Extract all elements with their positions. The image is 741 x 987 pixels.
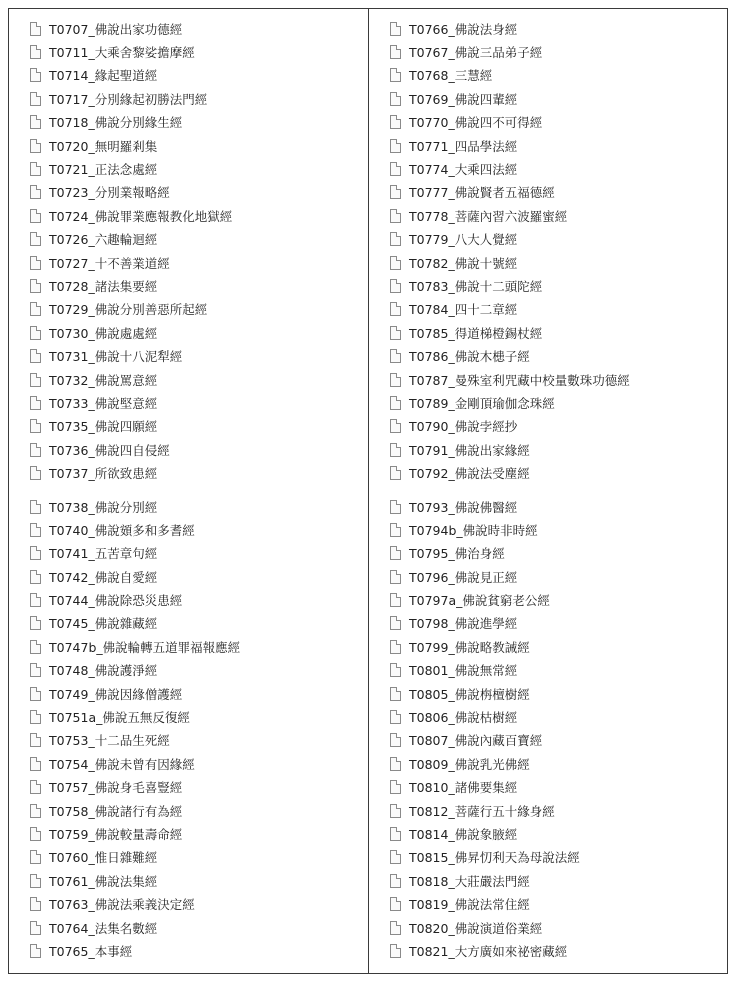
file-item[interactable]	[390, 939, 630, 962]
file-item[interactable]	[390, 228, 630, 251]
document-file-icon	[390, 139, 401, 153]
document-file-icon	[30, 326, 41, 340]
document-file-icon	[390, 232, 401, 246]
file-name: T0793_佛說佛醫經	[409, 499, 518, 515]
file-name: T0711_大乘舍黎娑擔摩經	[49, 45, 195, 61]
document-file-icon	[30, 921, 41, 935]
file-item[interactable]	[390, 298, 630, 321]
file-name: T0735_佛說四願經	[49, 419, 158, 435]
file-item[interactable]	[30, 939, 240, 962]
file-item[interactable]	[390, 822, 630, 845]
file-item[interactable]	[390, 391, 630, 414]
file-name: T0754_佛說未曾有因緣經	[49, 756, 195, 772]
file-item[interactable]	[390, 87, 630, 110]
file-item[interactable]	[30, 869, 240, 892]
file-item[interactable]	[30, 274, 240, 297]
file-item[interactable]	[30, 40, 240, 63]
document-file-icon	[390, 68, 401, 82]
file-item[interactable]	[30, 251, 240, 274]
document-file-icon	[390, 500, 401, 514]
file-name: T0774_大乘四法經	[409, 162, 518, 178]
document-file-icon	[30, 302, 41, 316]
file-item[interactable]	[30, 87, 240, 110]
document-file-icon	[30, 500, 41, 514]
file-name: T0751a_佛說五無反復經	[49, 710, 190, 726]
file-name: T0786_佛說木槵子經	[409, 349, 530, 365]
document-file-icon	[390, 663, 401, 677]
file-item[interactable]	[390, 542, 630, 565]
document-file-icon	[390, 804, 401, 818]
file-item[interactable]	[30, 542, 240, 565]
file-name: T0801_佛說無常經	[409, 663, 518, 679]
document-file-icon	[30, 232, 41, 246]
file-item[interactable]	[30, 729, 240, 752]
file-item[interactable]	[30, 612, 240, 635]
file-name: T0745_佛說雜藏經	[49, 616, 158, 632]
document-file-icon	[30, 640, 41, 654]
file-item[interactable]	[390, 368, 630, 391]
document-file-icon	[30, 45, 41, 59]
document-file-icon	[390, 780, 401, 794]
document-file-icon	[390, 185, 401, 199]
file-item[interactable]	[30, 659, 240, 682]
file-name: T0714_緣起聖道經	[49, 68, 158, 84]
file-group-left-1	[30, 17, 240, 485]
document-file-icon	[390, 944, 401, 958]
file-item[interactable]	[390, 799, 630, 822]
document-file-icon	[390, 92, 401, 106]
file-name: T0799_佛說略教誡經	[409, 639, 530, 655]
file-name: T0758_佛說諸行有為經	[49, 803, 183, 819]
file-item[interactable]	[30, 368, 240, 391]
file-name: T0818_大莊嚴法門經	[409, 873, 530, 889]
file-name: T0726_六趣輪迴經	[49, 232, 158, 248]
file-item[interactable]	[390, 40, 630, 63]
document-file-icon	[390, 874, 401, 888]
file-name: T0798_佛說進學經	[409, 616, 518, 632]
file-item[interactable]	[30, 344, 240, 367]
document-file-icon	[390, 733, 401, 747]
file-name: T0820_佛說演道俗業經	[409, 920, 543, 936]
file-name: T0724_佛說罪業應報教化地獄經	[49, 208, 233, 224]
file-item[interactable]	[30, 461, 240, 484]
document-file-icon	[390, 443, 401, 457]
file-item[interactable]	[30, 64, 240, 87]
document-file-icon	[30, 419, 41, 433]
file-name: T0770_佛說四不可得經	[409, 115, 543, 131]
document-file-icon	[30, 373, 41, 387]
file-item[interactable]	[390, 682, 630, 705]
file-name: T0741_五苦章句經	[49, 546, 158, 562]
file-name: T0740_佛說頞多和多耆經	[49, 522, 195, 538]
file-name: T0761_佛說法集經	[49, 873, 158, 889]
file-name: T0771_四品學法經	[409, 138, 518, 154]
file-item[interactable]	[390, 157, 630, 180]
document-file-icon	[30, 757, 41, 771]
document-file-icon	[30, 279, 41, 293]
file-name: T0778_菩薩內習六波羅蜜經	[409, 208, 568, 224]
file-item[interactable]	[390, 659, 630, 682]
file-item[interactable]	[390, 612, 630, 635]
file-item[interactable]	[390, 438, 630, 461]
file-group-left-2	[30, 495, 240, 963]
document-file-icon	[390, 687, 401, 701]
file-item[interactable]	[30, 391, 240, 414]
file-item[interactable]	[30, 799, 240, 822]
file-item[interactable]	[390, 729, 630, 752]
file-name: T0728_諸法集要經	[49, 278, 158, 294]
file-name: T0779_八大人覺經	[409, 232, 518, 248]
document-file-icon	[30, 92, 41, 106]
file-name: T0763_佛說法乘義決定經	[49, 897, 195, 913]
document-file-icon	[390, 897, 401, 911]
file-item[interactable]	[390, 869, 630, 892]
file-name: T0738_佛說分別經	[49, 499, 158, 515]
document-file-icon	[390, 162, 401, 176]
file-name: T0723_分別業報略經	[49, 185, 170, 201]
file-item[interactable]	[390, 134, 630, 157]
document-file-icon	[30, 443, 41, 457]
document-file-icon	[390, 593, 401, 607]
file-item[interactable]	[30, 518, 240, 541]
file-item[interactable]	[390, 321, 630, 344]
document-file-icon	[390, 396, 401, 410]
file-name: T0783_佛說十二頭陀經	[409, 278, 543, 294]
file-item[interactable]	[30, 495, 240, 518]
file-item[interactable]	[390, 705, 630, 728]
file-name: T0759_佛說較量壽命經	[49, 826, 183, 842]
document-file-icon	[30, 22, 41, 36]
document-file-icon	[390, 616, 401, 630]
file-name: T0764_法集名數經	[49, 920, 158, 936]
document-file-icon	[30, 162, 41, 176]
file-name: T0787_曼殊室利咒藏中校量數珠功德經	[409, 372, 630, 388]
document-file-icon	[30, 68, 41, 82]
file-name: T0790_佛說孛經抄	[409, 419, 518, 435]
file-name: T0794b_佛說時非時經	[409, 522, 538, 538]
file-item[interactable]	[30, 916, 240, 939]
file-item[interactable]	[390, 274, 630, 297]
file-item[interactable]	[390, 846, 630, 869]
file-item[interactable]	[30, 438, 240, 461]
file-name: T0789_金剛頂瑜伽念珠經	[409, 395, 555, 411]
file-item[interactable]	[390, 518, 630, 541]
document-file-icon	[30, 804, 41, 818]
document-file-icon	[30, 593, 41, 607]
file-item[interactable]	[390, 415, 630, 438]
file-name: T0717_分別緣起初勝法門經	[49, 91, 208, 107]
document-file-icon	[30, 897, 41, 911]
file-name: T0721_正法念處經	[49, 162, 158, 178]
document-file-icon	[30, 209, 41, 223]
file-name: T0729_佛說分別善惡所起經	[49, 302, 208, 318]
file-name: T0819_佛說法常住經	[409, 897, 530, 913]
document-file-icon	[390, 546, 401, 560]
document-file-icon	[390, 45, 401, 59]
file-item[interactable]	[30, 705, 240, 728]
file-name: T0795_佛治身經	[409, 546, 505, 562]
file-item[interactable]	[30, 892, 240, 915]
file-name: T0767_佛說三品弟子經	[409, 45, 543, 61]
document-file-icon	[390, 115, 401, 129]
document-file-icon	[390, 349, 401, 363]
file-name: T0806_佛說枯樹經	[409, 710, 518, 726]
file-name: T0792_佛說法受塵經	[409, 466, 530, 482]
file-name: T0727_十不善業道經	[49, 255, 170, 271]
file-name: T0769_佛說四輩經	[409, 91, 518, 107]
file-group-right-2	[390, 495, 630, 963]
document-file-icon	[390, 466, 401, 480]
file-item[interactable]	[390, 752, 630, 775]
document-file-icon	[390, 209, 401, 223]
file-item[interactable]	[30, 635, 240, 658]
document-file-icon	[390, 850, 401, 864]
file-item[interactable]	[30, 204, 240, 227]
document-file-icon	[30, 733, 41, 747]
document-file-icon	[30, 827, 41, 841]
file-item[interactable]	[30, 157, 240, 180]
file-item[interactable]	[30, 682, 240, 705]
file-item[interactable]	[30, 228, 240, 251]
document-file-icon	[30, 663, 41, 677]
group-spacer	[30, 485, 240, 495]
document-file-icon	[390, 827, 401, 841]
file-name: T0796_佛說見正經	[409, 569, 518, 585]
file-name: T0815_佛昇忉利天為母說法經	[409, 850, 580, 866]
document-file-icon	[30, 710, 41, 724]
file-name: T0765_本事經	[49, 943, 133, 959]
file-name: T0809_佛說乳光佛經	[409, 756, 530, 772]
file-name: T0730_佛說處處經	[49, 325, 158, 341]
document-file-icon	[30, 185, 41, 199]
file-item[interactable]	[30, 415, 240, 438]
file-name: T0760_惟日雜難經	[49, 850, 158, 866]
file-name: T0805_佛說栴檀樹經	[409, 686, 530, 702]
document-file-icon	[30, 396, 41, 410]
document-file-icon	[30, 616, 41, 630]
document-file-icon	[30, 349, 41, 363]
file-item[interactable]	[30, 752, 240, 775]
document-file-icon	[30, 944, 41, 958]
document-file-icon	[30, 466, 41, 480]
file-group-right-1	[390, 17, 630, 485]
file-item[interactable]	[30, 321, 240, 344]
file-item[interactable]	[30, 776, 240, 799]
file-item[interactable]	[390, 495, 630, 518]
file-item[interactable]	[30, 111, 240, 134]
file-item[interactable]	[390, 635, 630, 658]
document-file-icon	[30, 570, 41, 584]
file-name: T0742_佛說自愛經	[49, 569, 158, 585]
file-column-right	[390, 17, 630, 963]
document-file-icon	[30, 115, 41, 129]
file-item[interactable]	[30, 181, 240, 204]
document-file-icon	[390, 302, 401, 316]
file-item[interactable]	[390, 64, 630, 87]
file-name: T0784_四十二章經	[409, 302, 518, 318]
document-file-icon	[390, 419, 401, 433]
file-item[interactable]	[30, 134, 240, 157]
document-file-icon	[390, 373, 401, 387]
file-item[interactable]	[390, 181, 630, 204]
document-file-icon	[30, 256, 41, 270]
file-name: T0718_佛說分別緣生經	[49, 115, 183, 131]
file-name: T0782_佛說十號經	[409, 255, 518, 271]
file-item[interactable]	[30, 565, 240, 588]
file-item[interactable]	[390, 204, 630, 227]
document-file-icon	[390, 921, 401, 935]
file-item[interactable]	[30, 17, 240, 40]
document-file-icon	[390, 570, 401, 584]
file-name: T0747b_佛說輪轉五道罪福報應經	[49, 639, 241, 655]
file-name: T0821_大方廣如來祕密藏經	[409, 943, 568, 959]
file-name: T0757_佛說身毛喜豎經	[49, 780, 183, 796]
file-item[interactable]	[390, 892, 630, 915]
file-item[interactable]	[390, 17, 630, 40]
file-item[interactable]	[390, 565, 630, 588]
file-item[interactable]	[390, 461, 630, 484]
file-column-left	[30, 17, 240, 963]
file-name: T0814_佛說象腋經	[409, 826, 518, 842]
file-name: T0707_佛說出家功德經	[49, 21, 183, 37]
document-file-icon	[390, 279, 401, 293]
file-item[interactable]	[30, 822, 240, 845]
file-name: T0736_佛說四自侵經	[49, 442, 170, 458]
file-name: T0748_佛說護淨經	[49, 663, 158, 679]
file-item[interactable]	[30, 846, 240, 869]
document-file-icon	[390, 640, 401, 654]
file-name: T0732_佛說罵意經	[49, 372, 158, 388]
file-name: T0785_得道梯橙錫杖經	[409, 325, 543, 341]
document-file-icon	[390, 523, 401, 537]
document-file-icon	[390, 256, 401, 270]
document-file-icon	[390, 757, 401, 771]
document-file-icon	[30, 850, 41, 864]
file-name: T0777_佛說賢者五福德經	[409, 185, 555, 201]
document-file-icon	[30, 139, 41, 153]
file-name: T0733_佛說堅意經	[49, 395, 158, 411]
file-item[interactable]	[390, 111, 630, 134]
column-divider	[368, 8, 369, 974]
file-name: T0731_佛說十八泥犁經	[49, 349, 183, 365]
document-file-icon	[390, 22, 401, 36]
file-item[interactable]	[390, 588, 630, 611]
file-item[interactable]	[390, 776, 630, 799]
document-file-icon	[390, 326, 401, 340]
document-file-icon	[30, 780, 41, 794]
file-item[interactable]	[390, 344, 630, 367]
file-name: T0768_三慧經	[409, 68, 493, 84]
file-name: T0797a_佛說貧窮老公經	[409, 593, 550, 609]
file-name: T0744_佛說除恐災患經	[49, 593, 183, 609]
file-item[interactable]	[390, 916, 630, 939]
file-item[interactable]	[30, 298, 240, 321]
file-item[interactable]	[390, 251, 630, 274]
file-name: T0791_佛說出家緣經	[409, 442, 530, 458]
document-file-icon	[30, 523, 41, 537]
document-file-icon	[390, 710, 401, 724]
file-name: T0749_佛說因緣僧護經	[49, 686, 183, 702]
file-name: T0812_菩薩行五十緣身經	[409, 803, 555, 819]
file-name: T0720_無明羅剎集	[49, 138, 158, 154]
document-file-icon	[30, 874, 41, 888]
document-file-icon	[30, 546, 41, 560]
file-name: T0737_所欲致患經	[49, 466, 158, 482]
file-item[interactable]	[30, 588, 240, 611]
file-name: T0807_佛說內藏百寶經	[409, 733, 543, 749]
group-spacer	[390, 485, 630, 495]
document-file-icon	[30, 687, 41, 701]
file-name: T0766_佛說法身經	[409, 21, 518, 37]
file-name: T0753_十二品生死經	[49, 733, 170, 749]
file-name: T0810_諸佛要集經	[409, 780, 518, 796]
